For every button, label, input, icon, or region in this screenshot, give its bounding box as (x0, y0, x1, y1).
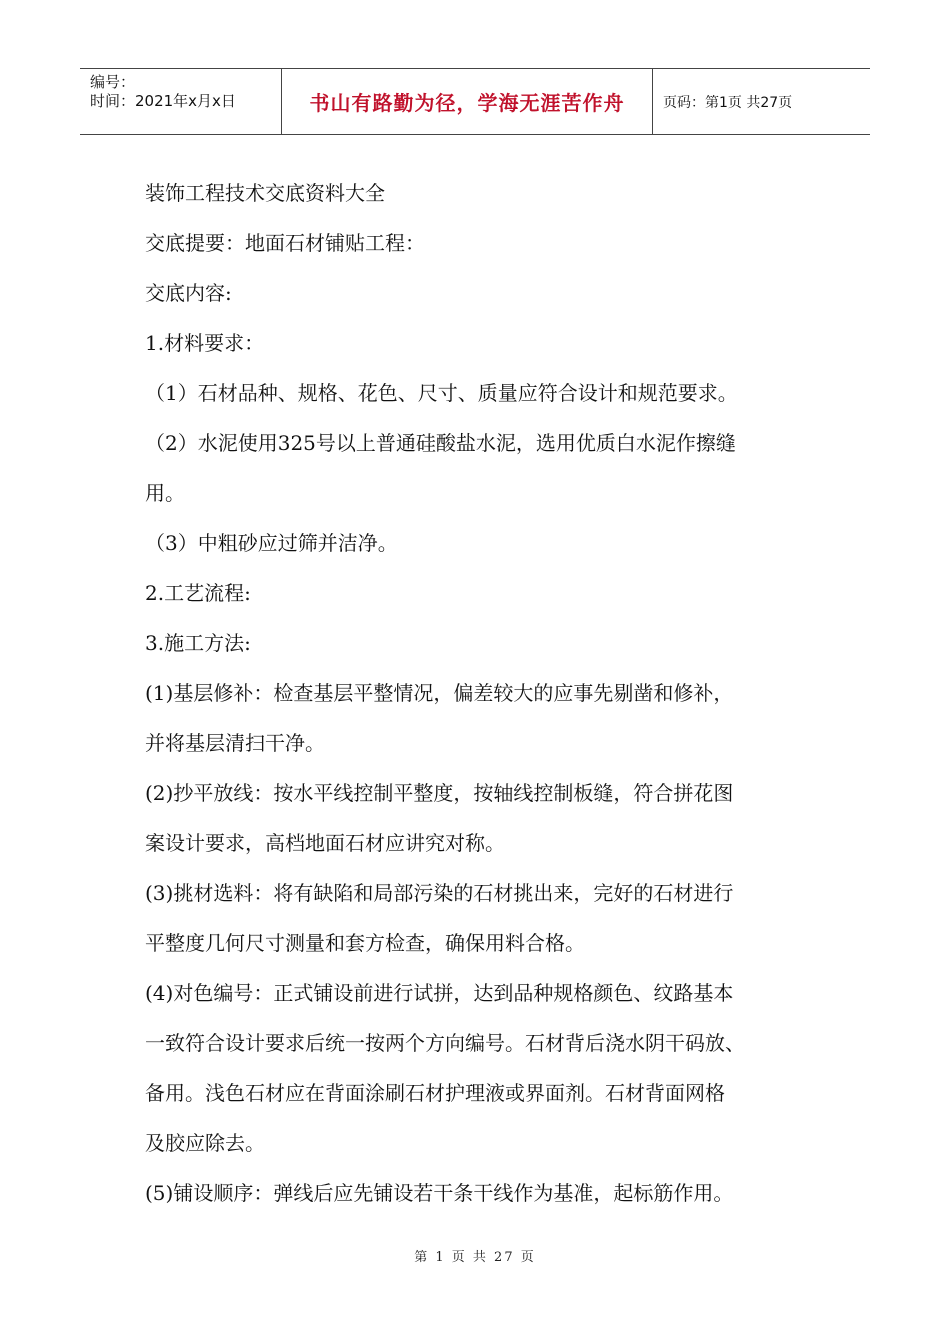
body-line: (5)铺设顺序：弹线后应先铺设若干条干线作为基准，起标筋作用。 (145, 1181, 734, 1205)
serial-label: 编号： (90, 73, 136, 91)
body-line: 案设计要求，高档地面石材应讲究对称。 (145, 831, 505, 855)
body-line: （1）石材品种、规格、花色、尺寸、质量应符合设计和规范要求。 (145, 381, 738, 405)
body-line: (1)基层修补：检查基层平整情况，偏差较大的应事先剔凿和修补， (145, 681, 734, 705)
header-motto: 书山有路勤为径，学海无涯苦作舟 (282, 69, 653, 134)
body-line: 平整度几何尺寸测量和套方检查，确保用料合格。 (145, 931, 585, 955)
body-line: （2）水泥使用325号以上普通硅酸盐水泥，选用优质白水泥作擦缝 (145, 431, 736, 455)
header-page-info: 页码：第1页 共27页 (663, 94, 793, 111)
body-line: 交底提要：地面石材铺贴工程： (145, 231, 425, 255)
doc-title: 装饰工程技术交底资料大全 (145, 181, 385, 205)
body-line: (3)挑材选料：将有缺陷和局部污染的石材挑出来，完好的石材进行 (145, 881, 734, 905)
page-footer: 第 1 页 共 27 页 (414, 1250, 536, 1265)
header-meta (80, 69, 282, 134)
document-body (145, 168, 835, 1218)
time-label: 时间：2021年x月x日 (90, 92, 236, 110)
body-line: 一致符合设计要求后统一按两个方向编号。石材背后浇水阴干码放、 (145, 1031, 745, 1055)
section-heading: 1.材料要求： (145, 331, 265, 355)
body-line: 交底内容: (145, 281, 232, 305)
document-header (80, 68, 870, 135)
section-heading: 3.施工方法: (145, 631, 251, 655)
body-line: 用。 (145, 481, 185, 505)
body-line: (2)抄平放线：按水平线控制平整度，按轴线控制板缝，符合拼花图 (145, 781, 734, 805)
body-line: 及胶应除去。 (145, 1131, 265, 1155)
body-line: （3）中粗砂应过筛并洁净。 (145, 531, 398, 555)
body-line: 并将基层清扫干净。 (145, 731, 325, 755)
body-line: (4)对色编号：正式铺设前进行试拼，达到品种规格颜色、纹路基本 (145, 981, 734, 1005)
body-line: 备用。浅色石材应在背面涂刷石材护理液或界面剂。石材背面网格 (145, 1081, 725, 1105)
section-heading: 2.工艺流程: (145, 581, 251, 605)
